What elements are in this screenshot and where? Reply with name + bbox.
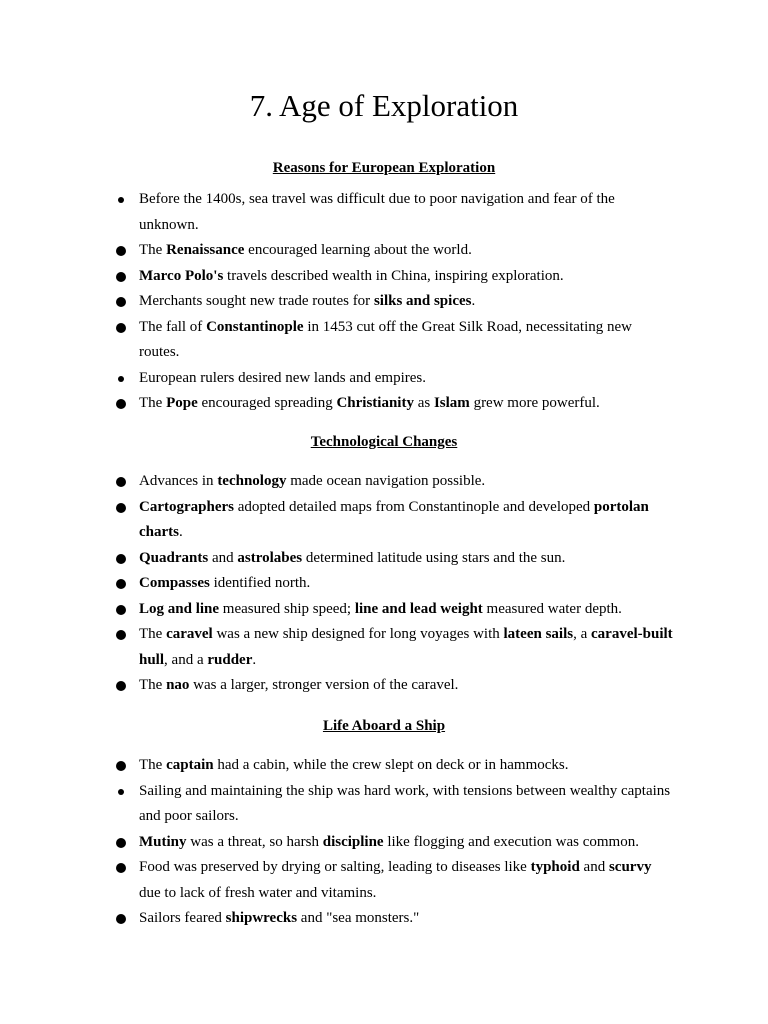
bold-term: Marco Polo's [139, 267, 224, 284]
text-run: and "sea monsters." [297, 910, 420, 926]
list-item [0, 622, 674, 673]
bold-term: shipwrecks [225, 910, 298, 926]
bold-term: technology [217, 473, 287, 489]
list-item [0, 495, 674, 546]
list-item [0, 315, 674, 366]
text-run: Merchants sought new trade routes for [139, 293, 374, 309]
bold-term: scurvy [608, 859, 652, 875]
bold-term: Log and line [139, 600, 220, 617]
text-run: adopted detailed maps from Constantinople and developed [233, 498, 594, 515]
bullet-icon [116, 554, 126, 564]
bold-term: Christianity [336, 395, 414, 411]
list-item [0, 469, 674, 495]
list-item [0, 289, 674, 315]
bold-term: Mutiny [139, 833, 187, 850]
list-item [0, 187, 674, 238]
list-item [0, 597, 674, 623]
text-run: The [139, 242, 167, 258]
bullet-icon [116, 863, 126, 873]
text-run: European rulers desired new lands and empires. [139, 369, 426, 386]
list-item [0, 571, 674, 597]
bullet-icon [118, 376, 124, 382]
bold-term: line and lead weight [354, 600, 483, 617]
bold-term: rudder [207, 651, 253, 668]
bullet-icon [116, 681, 126, 691]
text-run: The [139, 757, 167, 773]
bold-term: silks and spices [373, 293, 472, 309]
text-run: encouraged learning about the world. [244, 242, 472, 258]
bullet-icon [116, 323, 126, 333]
text-run: The [139, 395, 167, 411]
bold-term: nao [166, 677, 190, 693]
list-item [0, 753, 674, 779]
text-run: as [413, 395, 434, 411]
life-aboard-list [0, 753, 674, 932]
bold-term: discipline [322, 833, 384, 850]
bold-term: Compasses [139, 575, 210, 591]
text-run: measured water depth. [482, 600, 622, 617]
reasons-list [0, 187, 674, 417]
text-run: made ocean navigation possible. [286, 473, 486, 489]
list-item [0, 391, 674, 417]
text-run: was a new ship designed for long voyages with [212, 626, 504, 642]
text-run: , a [573, 626, 592, 642]
list-item [0, 673, 674, 699]
bold-term: captain [166, 757, 214, 773]
text-run: Food was preserved by drying or salting, leading to diseases like [139, 859, 531, 875]
text-run: determined latitude using stars and the sun. [302, 549, 566, 566]
text-run: travels described wealth in China, inspiring exploration. [223, 267, 564, 284]
text-run: due to lack of fresh water and vitamins. [139, 884, 377, 901]
bold-term: Renaissance [166, 242, 245, 258]
bold-term: typhoid [530, 859, 580, 875]
bullet-icon [118, 197, 124, 203]
text-run: The [139, 677, 167, 693]
bullet-icon [116, 297, 126, 307]
bold-term: lateen sails [503, 626, 574, 642]
bullet-icon [118, 789, 124, 795]
text-run: Before the 1400s, sea travel was difficult due to poor navigation and fear of the unknown. [139, 191, 615, 233]
text-run: and [208, 549, 238, 566]
bullet-icon [116, 605, 126, 615]
bold-term: Pope [166, 395, 198, 411]
bullet-icon [116, 399, 126, 409]
list-item [0, 855, 674, 906]
bold-term: caravel [166, 626, 213, 642]
list-item [0, 238, 674, 264]
bullet-icon [116, 246, 126, 256]
list-item [0, 366, 674, 392]
text-run: and [579, 859, 609, 875]
text-run: encouraged spreading [197, 395, 337, 411]
bullet-icon [116, 761, 126, 771]
text-run: , and a [164, 651, 208, 668]
text-run: The [139, 626, 167, 642]
text-run: in 1453 cut off the Great Silk Road, necessitating new routes. [139, 318, 632, 360]
bullet-icon [116, 914, 126, 924]
bold-term: astrolabes [237, 549, 303, 566]
list-item [0, 546, 674, 572]
text-run: Sailing and maintaining the ship was hard work, with tensions between wealthy captains and poor sailors. [139, 782, 671, 824]
text-run: like flogging and execution was common. [383, 833, 639, 850]
bullet-icon [116, 838, 126, 848]
bold-term: Islam [433, 395, 470, 411]
technology-list [0, 469, 674, 699]
section-heading-reasons: Reasons for European Exploration [272, 160, 496, 176]
bold-term: caravel-built hull [139, 626, 673, 668]
list-item [0, 830, 674, 856]
bold-term: Quadrants [139, 549, 209, 566]
text-run: Advances in [139, 473, 218, 489]
bullet-icon [116, 579, 126, 589]
text-run: grew more powerful. [469, 395, 600, 411]
list-item [0, 779, 674, 830]
text-run: . [179, 524, 183, 540]
bullet-icon [116, 630, 126, 640]
section-heading-life-aboard: Life Aboard a Ship [322, 718, 446, 734]
text-run: measured ship speed; [219, 600, 355, 617]
text-run: . [471, 293, 476, 309]
section-heading-technology: Technological Changes [310, 434, 458, 450]
page-title: 7. Age of Exploration [249, 88, 519, 123]
text-run: had a cabin, while the crew slept on deck or in hammocks. [213, 757, 569, 773]
bold-term: portolan charts [139, 498, 649, 540]
list-item [0, 906, 674, 932]
bold-term: Cartographers [139, 498, 234, 515]
text-run: . [252, 651, 257, 668]
bullet-icon [116, 477, 126, 487]
bold-term: Constantinople [206, 318, 304, 335]
list-item [0, 264, 674, 290]
bullet-icon [116, 272, 126, 282]
text-run: was a larger, stronger version of the caravel. [189, 677, 459, 693]
bullet-icon [116, 503, 126, 513]
text-run: Sailors feared [139, 910, 226, 926]
text-run: identified north. [209, 575, 311, 591]
text-run: The fall of [139, 318, 207, 335]
text-run: was a threat, so harsh [186, 833, 323, 850]
